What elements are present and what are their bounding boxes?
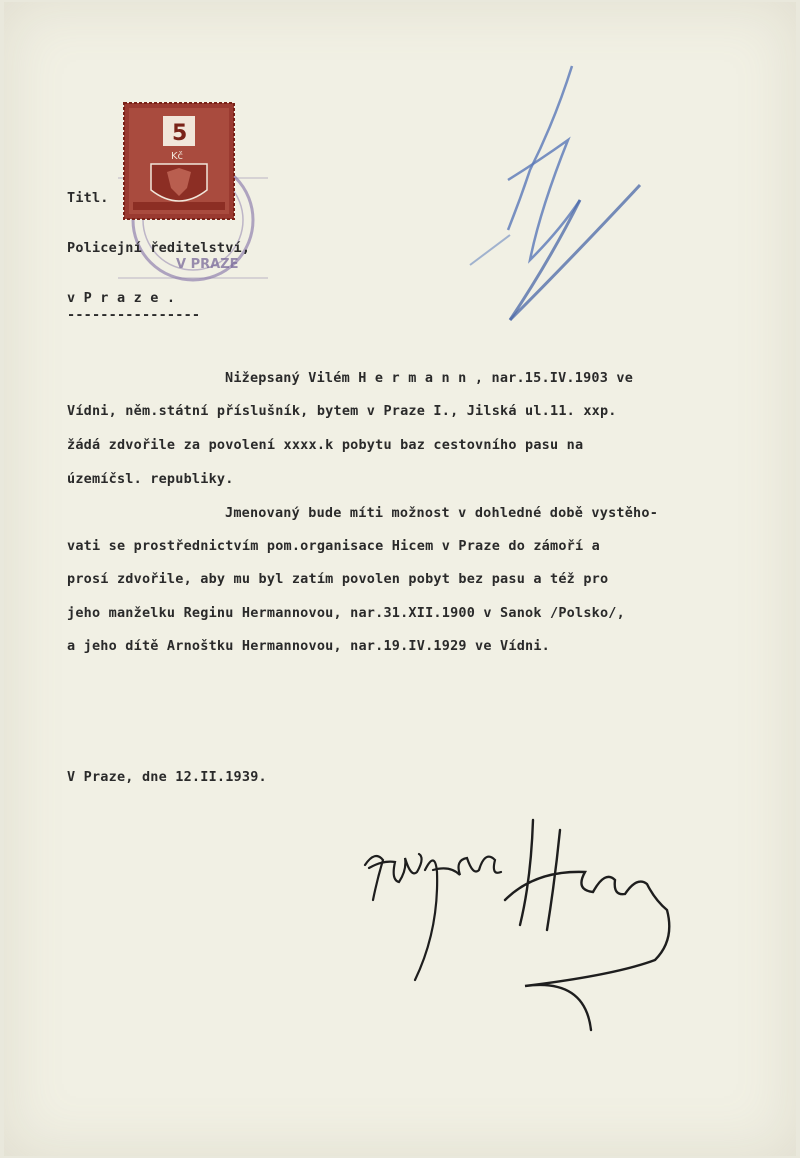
date-line: V Praze, dne 12.II.1939. <box>67 769 267 785</box>
pencil-annotation <box>460 60 660 340</box>
handwritten-signature <box>355 810 685 1040</box>
body-line: prosí zdvořile, aby mu byl zatím povolen pobyt bez pasu a též pro <box>67 571 609 587</box>
stamp-currency: Kč <box>171 151 184 162</box>
revenue-stamp <box>123 102 235 220</box>
body-line: územíčsl. republiky. <box>67 471 234 487</box>
body-line: žádá zdvořile za povolení xxxx.k pobytu baz cestovního pasu na <box>67 437 584 453</box>
addressee: Policejní ředitelství, <box>67 240 251 256</box>
body-line: Vídni, něm.státní příslušník, bytem v Praze I., Jilská ul.11. xxp. <box>67 403 617 419</box>
body-line: Nižepsaný Vilém H e r m a n n , nar.15.IV.1903 ve <box>225 370 634 386</box>
body-line: a jeho dítě Arnoštku Hermannovou, nar.19.IV.1929 ve Vídni. <box>67 638 551 654</box>
body-line: Jmenovaný bude míti možnost v dohledné době vystěho- <box>225 505 659 521</box>
seal-text: V PRAZE <box>176 257 239 272</box>
body-line: jeho manželku Reginu Hermannovou, nar.31.XII.1900 v Sanok /Polsko/, <box>67 605 625 621</box>
body-line: vati se prostřednictvím pom.organisace Hicem v Praze do zámoří a <box>67 538 600 554</box>
city: v P r a z e . <box>67 290 176 306</box>
stamp-value: 5 <box>172 121 188 146</box>
salutation: Titl. <box>67 190 109 206</box>
city-underline: ---------------- <box>67 307 201 323</box>
